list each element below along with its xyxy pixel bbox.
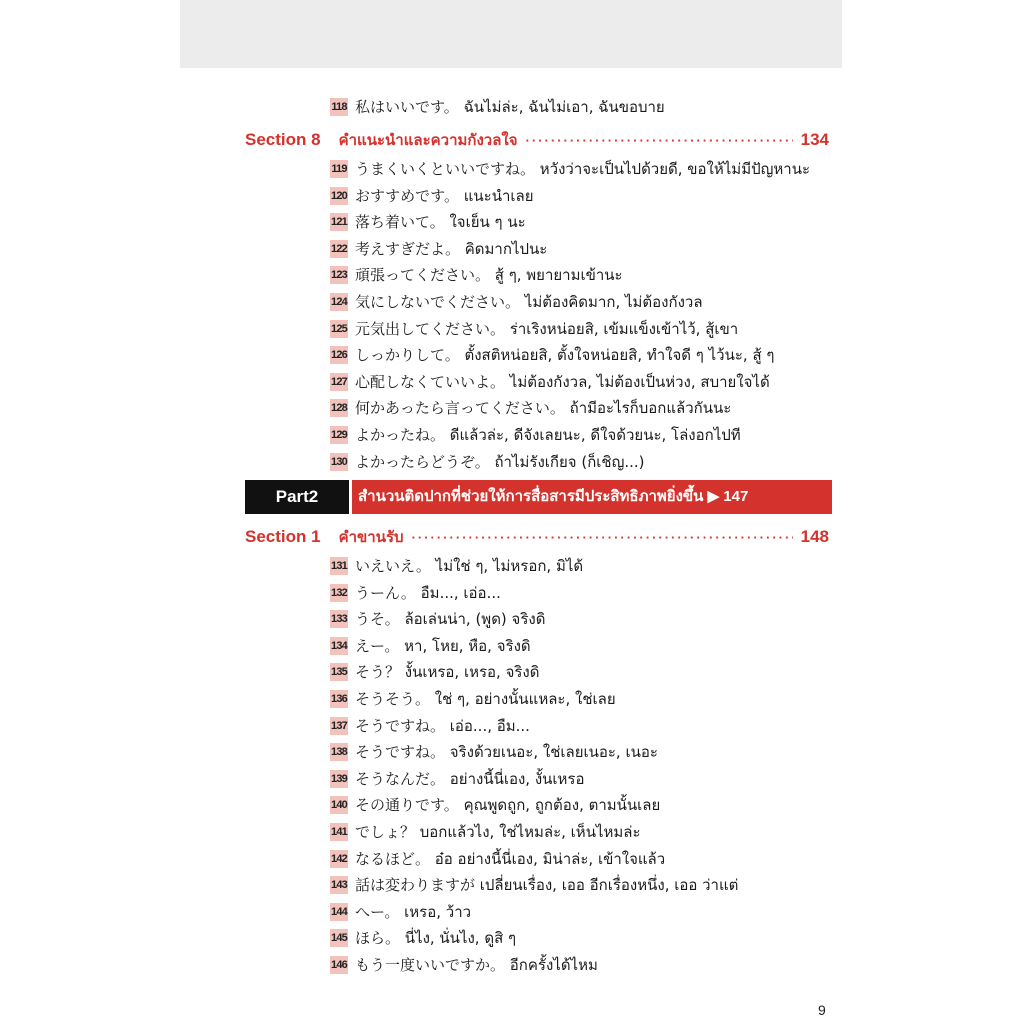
section-title: คำแนะนำและความกังวลใจ — [338, 132, 518, 149]
list-item — [330, 901, 840, 923]
list-item — [330, 555, 840, 577]
section-header — [245, 525, 829, 549]
section-header — [245, 128, 829, 152]
list-item — [330, 768, 840, 790]
list-item — [330, 238, 840, 260]
list-item — [330, 635, 840, 657]
list-item — [330, 954, 840, 976]
entry-text: えー。 หา, โหย, หือ, จริงดิ — [355, 636, 531, 655]
section-page: 148 — [800, 527, 829, 546]
leader-dots — [526, 133, 793, 148]
entry-text: 私はいいです。 ฉันไม่ล่ะ, ฉันไม่เอา, ฉันขอบาย — [355, 98, 665, 116]
list-item — [330, 661, 840, 683]
entry-text: うーん。 อืม..., เอ่อ... — [355, 583, 501, 602]
entry-number: 118 — [330, 98, 348, 116]
entry-number: 138 — [330, 743, 348, 761]
section-title: คำขานรับ — [338, 529, 404, 546]
entry-number: 140 — [330, 796, 348, 814]
list-item — [330, 715, 840, 737]
part-banner — [245, 480, 832, 514]
entry-text: 考えすぎだよ。 คิดมากไปนะ — [355, 239, 548, 258]
entry-text: いえいえ。 ไม่ใช่ ๆ, ไม่หรอก, มิได้ — [355, 557, 584, 575]
entry-number: 128 — [330, 399, 348, 417]
entry-number: 132 — [330, 584, 348, 602]
entry-number: 143 — [330, 876, 348, 894]
entry-number: 123 — [330, 266, 348, 284]
entry-number: 129 — [330, 426, 348, 444]
list-item — [330, 291, 840, 313]
entry-text: ほら。 นี่ไง, นั่นไง, ดูสิ ๆ — [355, 929, 517, 948]
entry-text: よかったね。 ดีแล้วล่ะ, ดีจังเลยนะ, ดีใจด้วยนะ, โล่งอกไปที — [355, 426, 741, 444]
entry-number: 119 — [330, 160, 348, 178]
entry-number: 124 — [330, 293, 348, 311]
list-item — [330, 424, 840, 446]
list-item — [330, 211, 840, 233]
list-item — [330, 344, 840, 366]
entry-text: そう？ งั้นเหรอ, เหรอ, จริงดิ — [355, 663, 540, 682]
entry-text: おすすめです。 แนะนำเลย — [355, 186, 534, 205]
entry-number: 121 — [330, 213, 348, 231]
entry-text: 頑張ってください。 สู้ ๆ, พยายามเข้านะ — [355, 266, 623, 285]
section-label: Section 1 — [245, 527, 321, 546]
list-item — [330, 158, 840, 180]
entry-number: 126 — [330, 346, 348, 364]
entry-text: 元気出してください。 ร่าเริงหน่อยสิ, เข้มแข็งเข้าไว้, สู้เขา — [355, 319, 739, 338]
list-item — [330, 794, 840, 816]
entry-number: 137 — [330, 717, 348, 735]
entry-number: 135 — [330, 663, 348, 681]
entry-text: そうですね。 จริงด้วยเนอะ, ใช่เลยเนอะ, เนอะ — [355, 743, 658, 762]
entry-text: 気にしないでください。 ไม่ต้องคิดมาก, ไม่ต้องกังวล — [355, 293, 703, 311]
entry-text: 落ち着いて。 ใจเย็น ๆ นะ — [355, 213, 526, 232]
part-title: สำนวนติดปากที่ช่วยให้การสื่อสารมีประสิทธิภาพยิ่งขึ้น — [358, 488, 704, 505]
list-item — [330, 96, 840, 118]
entry-number: 120 — [330, 187, 348, 205]
entry-number: 133 — [330, 610, 348, 628]
part-title-bar — [352, 480, 832, 514]
part-label: Part2 — [245, 480, 349, 514]
entry-number: 134 — [330, 637, 348, 655]
entry-number: 139 — [330, 770, 348, 788]
entry-text: 話は変わりますが เปลี่ยนเรื่อง, เออ อีกเรื่องหนึ่ง, เออ ว่าแต่ — [355, 876, 739, 895]
entry-number: 146 — [330, 956, 348, 974]
entry-number: 130 — [330, 453, 348, 471]
list-item — [330, 318, 840, 340]
entry-number: 144 — [330, 903, 348, 921]
list-item — [330, 741, 840, 763]
list-item — [330, 608, 840, 630]
entry-text: しっかりして。 ตั้งสติหน่อยสิ, ตั้งใจหน่อยสิ, ทำใจดี ๆ ไว้นะ, สู้ ๆ — [355, 346, 775, 365]
entry-text: そうですね。 เอ่อ..., อืม... — [355, 716, 530, 735]
list-item — [330, 264, 840, 286]
entry-text: なるほど。 อ๋อ อย่างนี้นี่เอง, มิน่าล่ะ, เข้าใจแล้ว — [355, 849, 666, 868]
page-number: 9 — [818, 1002, 826, 1018]
entry-text: でしょ？ บอกแล้วไง, ใช่ไหมล่ะ, เห็นไหมล่ะ — [355, 823, 641, 841]
entry-text: 心配しなくていいよ。 ไม่ต้องกังวล, ไม่ต้องเป็นห่วง, สบายใจได้ — [355, 372, 770, 391]
entry-number: 125 — [330, 320, 348, 338]
entry-text: よかったらどうぞ。 ถ้าไม่รังเกียจ (ก็เชิญ...) — [355, 452, 645, 471]
list-item — [330, 821, 840, 843]
list-item — [330, 582, 840, 604]
list-item — [330, 371, 840, 393]
list-item — [330, 185, 840, 207]
list-item — [330, 874, 840, 896]
list-item — [330, 397, 840, 419]
entry-number: 136 — [330, 690, 348, 708]
entry-text: 何かあったら言ってください。 ถ้ามีอะไรก็บอกแล้วกันนะ — [355, 399, 732, 418]
list-item — [330, 927, 840, 949]
section-label: Section 8 — [245, 130, 321, 149]
entry-number: 131 — [330, 557, 348, 575]
section-page: 134 — [800, 130, 829, 149]
entry-text: もう一度いいですか。 อีกครั้งได้ไหม — [355, 956, 598, 974]
entry-text: うそ。 ล้อเล่นน่า, (พูด) จริงดิ — [355, 610, 546, 629]
entry-text: うまくいくといいですね。 หวังว่าจะเป็นไปด้วยดี, ขอให้ไม่มีปัญหานะ — [355, 160, 811, 178]
entry-text: その通りです。 คุณพูดถูก, ถูกต้อง, ตามนั้นเลย — [355, 796, 661, 815]
entry-number: 142 — [330, 850, 348, 868]
leader-dots — [412, 530, 793, 545]
entry-number: 141 — [330, 823, 348, 841]
entry-text: そうなんだ。 อย่างนี้นี่เอง, งั้นเหรอ — [355, 769, 585, 788]
list-item — [330, 848, 840, 870]
entry-number: 127 — [330, 373, 348, 391]
list-item — [330, 451, 840, 473]
entry-text: そうそう。 ใช่ ๆ, อย่างนั้นแหละ, ใช่เลย — [355, 690, 616, 708]
entry-number: 145 — [330, 929, 348, 947]
part-page: ▶ 147 — [707, 488, 749, 505]
entry-number: 122 — [330, 240, 348, 258]
list-item — [330, 688, 840, 710]
entry-text: へー。 เหรอ, ว้าว — [355, 902, 472, 921]
